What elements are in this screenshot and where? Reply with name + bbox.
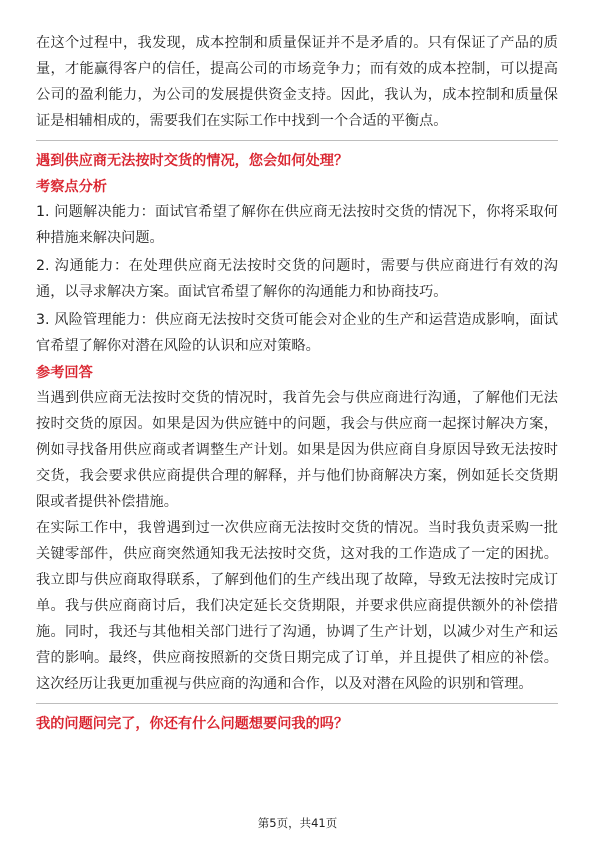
- analysis-item: 1. 问题解决能力：面试官希望了解你在供应商无法按时交货的情况下，你将采取何种措施来解决问题。: [36, 204, 558, 246]
- document-page: [36, 30, 558, 736]
- answer-heading: 参考回答: [36, 365, 93, 381]
- analysis-item: 3. 风险管理能力：供应商无法按时交货可能会对企业的生产和运营造成影响，面试官希望了解你对潜在风险的认识和应对策略。: [36, 312, 558, 354]
- analysis-item: 2. 沟通能力：在处理供应商无法按时交货的问题时，需要与供应商进行有效的沟通，以寻求解决方案。面试官希望了解你的沟通能力和协商技巧。: [36, 258, 558, 300]
- question-title: 遇到供应商无法按时交货的情况，您会如何处理？: [36, 153, 349, 169]
- answer-paragraph: 在实际工作中，我曾遇到过一次供应商无法按时交货的情况。当时我负责采购一批关键零部件，供应商突然通知我无法按时交货，这对我的工作造成了一定的困扰。我立即与供应商取得联系，了解到他们的生产线出现了故障，导致无法按时完成订单。我与供应商商讨后，我们决定延长交货期限，并要求供应商提供额外的补偿措施。同时，我还与其他相关部门进行了沟通，协调了生产计划，以减少对生产和运营的影响。最终，供应商按照新的交货日期完成了订单，并且提供了相应的补偿。这次经历让我更加重视与供应商的沟通和合作，以及对潜在风险的识别和管理。: [36, 520, 558, 692]
- section-divider: [36, 703, 558, 704]
- intro-paragraph: 在这个过程中，我发现，成本控制和质量保证并不是矛盾的。只有保证了产品的质量，才能赢得客户的信任，提高公司的市场竞争力；而有效的成本控制，可以提高公司的盈利能力，为公司的发展提供资金支持。因此，我认为，成本控制和质量保证是相辅相成的，需要我们在实际工作中找到一个合适的平衡点。: [36, 35, 558, 129]
- analysis-heading: 考察点分析: [36, 179, 107, 195]
- answer-paragraph: 当遇到供应商无法按时交货的情况时，我首先会与供应商进行沟通，了解他们无法按时交货的原因。如果是因为供应链中的问题，我会与供应商一起探讨解决方案，例如寻找备用供应商或者调整生产计划。如果是因为供应商自身原因导致无法按时交货，我会要求供应商提供合理的解释，并与他们协商解决方案，例如延长交货期限或者提供补偿措施。: [36, 390, 558, 510]
- section-divider: [36, 140, 558, 141]
- page-number: 第5页，共41页: [257, 816, 338, 830]
- question-title: 我的问题问完了，你还有什么问题想要问我的吗？: [36, 716, 349, 732]
